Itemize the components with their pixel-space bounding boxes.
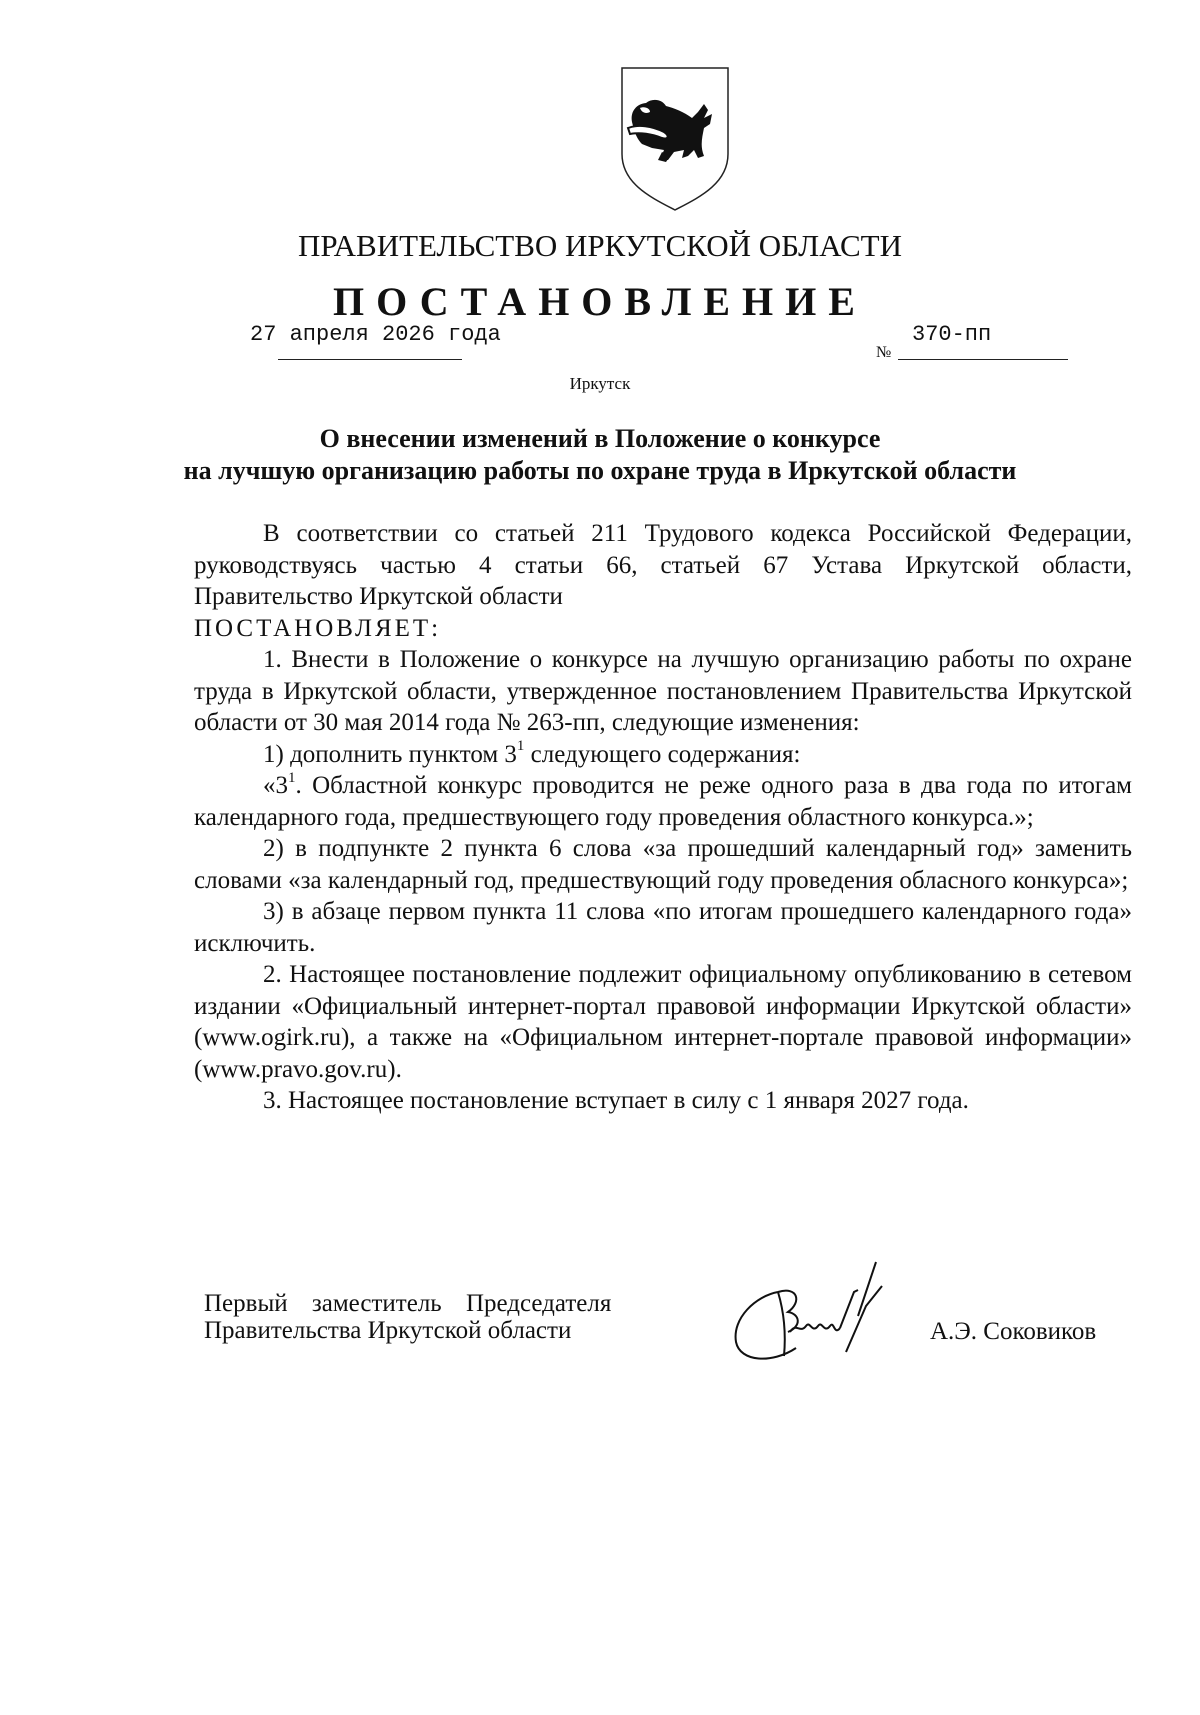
signer-name: А.Э. Соковиков bbox=[930, 1318, 1097, 1345]
item-1-1-paragraph bbox=[194, 739, 1132, 771]
item-1-paragraph: 1. Внести в Положение о конкурсе на лучшую организацию работы по охране труда в Иркутской области, утвержденное постановлением Правительства Иркутской области от 30 мая 2014 года № 263-пп, следующие изменения: bbox=[194, 646, 1132, 736]
signer-position-line-1: Первый заместитель Председателя bbox=[204, 1290, 612, 1317]
document-type-heading: ПОСТАНОВЛЕНИЕ bbox=[333, 279, 867, 324]
item-1-1-suffix: следующего содержания: bbox=[524, 740, 801, 768]
number-underline bbox=[898, 359, 1068, 360]
preamble-paragraph: В соответствии со статьей 211 Трудового кодекса Российской Федерации, руководствуясь частью 4 статьи 66, статьей 67 Устава Иркутской области, Правительство Иркутской области bbox=[194, 520, 1132, 610]
quoted-point-prefix: «3 bbox=[263, 772, 288, 799]
quoted-point-paragraph bbox=[194, 770, 1132, 833]
item-2-paragraph: 2. Настоящее постановление подлежит официальному опубликованию в сетевом издании «Официальный интернет-портал правовой информации Иркутской области» (www.ogirk.ru), а также на «Официальном интернет-портале правовой информации» (www.pravo.gov.ru). bbox=[194, 961, 1132, 1083]
number-sign: № bbox=[876, 344, 892, 361]
issue-city: Иркутск bbox=[569, 374, 631, 393]
document-number: 370-пп bbox=[912, 322, 992, 347]
coat-of-arms-emblem bbox=[618, 66, 732, 212]
signer-position-line-2: Правительства Иркутской области bbox=[204, 1317, 572, 1344]
document-body bbox=[194, 518, 1132, 1117]
quoted-point-text: . Областной конкурс проводится не реже одного раза в два года по итогам календарного года, предшествующего году проведения областного конкурса.»; bbox=[194, 772, 1132, 831]
item-1-3-paragraph: 3) в абзаце первом пункта 11 слова «по итогам прошедшего календарного года» исключить. bbox=[194, 898, 1132, 957]
item-1-1-superscript: 1 bbox=[516, 738, 525, 755]
subject-line-1: О внесении изменений в Положение о конкурсе bbox=[319, 424, 881, 453]
document-date: 27 апреля 2026 года bbox=[250, 322, 501, 347]
signer-position bbox=[204, 1290, 611, 1344]
date-underline bbox=[278, 359, 462, 360]
item-1-2-paragraph: 2) в подпункте 2 пункта 6 слова «за прошедший календарный год» заменить словами «за календарный год, предшествующий году проведения обласного конкурса»; bbox=[194, 835, 1132, 894]
item-1-1-prefix: 1) дополнить пунктом 3 bbox=[263, 740, 517, 768]
quoted-point-superscript: 1 bbox=[288, 769, 296, 786]
resolves-heading: ПОСТАНОВЛЯЕТ: bbox=[194, 614, 442, 642]
government-title: ПРАВИТЕЛЬСТВО ИРКУТСКОЙ ОБЛАСТИ bbox=[297, 228, 902, 263]
item-3-paragraph: 3. Настоящее постановление вступает в силу с 1 января 2027 года. bbox=[263, 1087, 969, 1114]
handwritten-signature bbox=[726, 1256, 926, 1376]
subject-line-2: на лучшую организацию работы по охране труда в Иркутской области bbox=[183, 456, 1017, 485]
document-subject bbox=[0, 423, 1200, 487]
